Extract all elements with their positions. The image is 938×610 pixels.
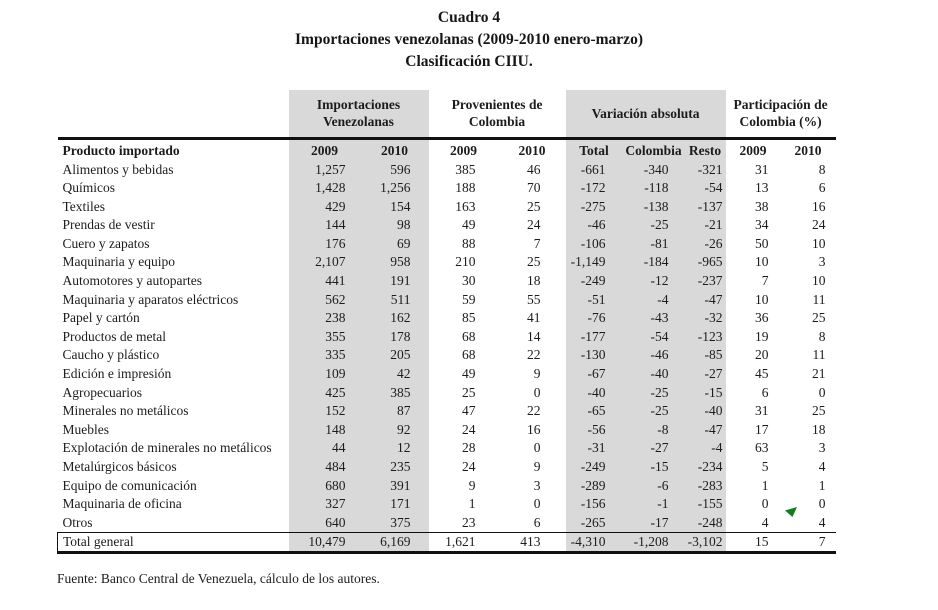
- total-value-cell: 413: [499, 533, 566, 553]
- value-cell: 425: [289, 384, 361, 403]
- table-row: [58, 235, 836, 254]
- value-cell: 98: [361, 216, 429, 235]
- value-cell: 176: [289, 235, 361, 254]
- value-cell: -8: [623, 421, 685, 440]
- value-cell: 31: [755, 161, 769, 177]
- total-value-cell: 1,621: [429, 533, 499, 553]
- value-cell: 42: [361, 365, 429, 384]
- value-cell: -76: [566, 309, 623, 328]
- product-name-cell: Maquinaria y equipo: [62, 254, 175, 270]
- value-cell: 24: [812, 217, 826, 233]
- total-value-cell: -1,208: [623, 533, 685, 553]
- value-cell: 25: [812, 310, 826, 326]
- col-header-va-colombia: Colombia: [623, 138, 685, 161]
- col-header-product: Producto importado: [62, 142, 180, 158]
- value-cell: 385: [361, 384, 429, 403]
- value-cell: -184: [623, 253, 685, 272]
- value-cell: 562: [289, 291, 361, 310]
- value-cell: 109: [289, 365, 361, 384]
- value-cell: 9: [533, 366, 541, 382]
- value-cell: -46: [566, 216, 623, 235]
- product-name-cell: Agropecuarios: [62, 384, 142, 400]
- value-cell: 5: [761, 459, 769, 474]
- group-header-participacion: Participación de Colombia (%): [726, 90, 836, 138]
- value-cell: 11: [812, 347, 826, 363]
- value-cell: -965: [685, 253, 726, 272]
- value-cell: 68: [462, 347, 476, 363]
- value-cell: 355: [289, 328, 361, 347]
- value-cell: -25: [623, 402, 685, 421]
- table-row: [58, 439, 836, 458]
- value-cell: 28: [462, 440, 476, 456]
- value-cell: 375: [361, 514, 429, 533]
- value-cell: -1,149: [566, 253, 623, 272]
- product-name-cell: Minerales no metálicos: [62, 403, 189, 419]
- total-row: [58, 533, 836, 553]
- source-note: Fuente: Banco Central de Venezuela, cálculo de los autores.: [57, 571, 380, 586]
- table-row: [58, 495, 836, 514]
- col-header-pt-2009: 2009: [739, 142, 767, 158]
- value-cell: 19: [755, 328, 769, 344]
- value-cell: 17: [755, 421, 769, 437]
- value-cell: 6: [818, 180, 826, 196]
- value-cell: -155: [685, 495, 726, 514]
- value-cell: -130: [566, 346, 623, 365]
- value-cell: -43: [623, 309, 685, 328]
- value-cell: -26: [685, 235, 726, 254]
- table-row: [58, 328, 836, 347]
- product-name-cell: Edición e impresión: [62, 366, 172, 382]
- value-cell: 6: [761, 384, 769, 400]
- product-name-cell: Maquinaria de oficina: [62, 496, 182, 512]
- value-cell: -138: [623, 198, 685, 217]
- value-cell: -283: [685, 477, 726, 496]
- value-cell: -15: [685, 384, 726, 403]
- column-header-row: [58, 138, 836, 161]
- table-row: [58, 179, 836, 198]
- product-name-cell: Maquinaria y aparatos eléctricos: [62, 291, 239, 307]
- product-name-cell: Papel y cartón: [62, 310, 140, 326]
- value-cell: -123: [685, 328, 726, 347]
- value-cell: -249: [566, 458, 623, 477]
- value-cell: 680: [289, 477, 361, 496]
- value-cell: 178: [361, 328, 429, 347]
- table-row: [58, 514, 836, 533]
- col-header-pc-2009: 2009: [450, 142, 478, 158]
- group-header-variacion: Variación absoluta: [566, 90, 726, 138]
- product-name-cell: Caucho y plástico: [62, 347, 160, 363]
- table-row: [58, 272, 836, 291]
- value-cell: -56: [566, 421, 623, 440]
- value-cell: 70: [527, 180, 541, 196]
- total-value-cell: -3,102: [685, 533, 726, 553]
- col-header-va-resto: Resto: [685, 138, 726, 161]
- value-cell: -85: [685, 346, 726, 365]
- product-name-cell: Textiles: [62, 198, 106, 214]
- value-cell: 25: [462, 384, 476, 400]
- value-cell: -4: [623, 291, 685, 310]
- value-cell: -25: [623, 216, 685, 235]
- value-cell: 171: [361, 495, 429, 514]
- value-cell: -81: [623, 235, 685, 254]
- product-name-cell: Químicos: [62, 180, 115, 196]
- table-number-title: Cuadro 4: [437, 9, 501, 26]
- value-cell: 18: [527, 273, 541, 289]
- value-cell: -289: [566, 477, 623, 496]
- value-cell: 238: [289, 309, 361, 328]
- value-cell: -40: [623, 365, 685, 384]
- col-header-pt-2010: 2010: [794, 142, 822, 158]
- col-header-iv-2009: 2009: [289, 138, 361, 161]
- value-cell: 162: [361, 309, 429, 328]
- table-row: [58, 216, 836, 235]
- value-cell: 335: [289, 346, 361, 365]
- value-cell: -15: [623, 458, 685, 477]
- value-cell: 87: [361, 402, 429, 421]
- value-cell: 12: [361, 439, 429, 458]
- value-cell: 24: [462, 421, 476, 437]
- value-cell: 429: [289, 198, 361, 217]
- value-cell: 49: [462, 217, 476, 233]
- value-cell: 596: [361, 161, 429, 180]
- value-cell: 16: [527, 421, 541, 437]
- value-cell: 31: [755, 403, 769, 419]
- value-cell: -67: [566, 365, 623, 384]
- value-cell: -65: [566, 402, 623, 421]
- value-cell: -54: [685, 179, 726, 198]
- total-value-cell: -4,310: [566, 533, 623, 553]
- table-row: [58, 477, 836, 496]
- total-value-cell: 6,169: [361, 533, 429, 553]
- table-title-block: [0, 7, 938, 73]
- value-cell: 92: [361, 421, 429, 440]
- value-cell: 9: [468, 477, 476, 493]
- value-cell: -248: [685, 514, 726, 533]
- value-cell: -321: [685, 161, 726, 180]
- value-cell: -40: [566, 384, 623, 403]
- value-cell: 68: [462, 328, 476, 344]
- value-cell: 0: [533, 440, 541, 456]
- value-cell: -40: [685, 402, 726, 421]
- value-cell: 210: [455, 254, 476, 270]
- value-cell: 8: [818, 328, 826, 344]
- value-cell: 958: [361, 253, 429, 272]
- value-cell: -21: [685, 216, 726, 235]
- value-cell: 30: [462, 273, 476, 289]
- value-cell: 154: [361, 198, 429, 217]
- product-name-cell: Automotores y autopartes: [62, 273, 202, 289]
- total-row-label: Total general: [58, 533, 289, 553]
- value-cell: 7: [533, 235, 541, 251]
- value-cell: 188: [455, 180, 476, 196]
- table-row: [58, 161, 836, 180]
- value-cell: 0: [818, 384, 826, 400]
- col-header-pc-2010: 2010: [518, 142, 546, 158]
- value-cell: 205: [361, 346, 429, 365]
- value-cell: -237: [685, 272, 726, 291]
- value-cell: -6: [623, 477, 685, 496]
- value-cell: 327: [289, 495, 361, 514]
- value-cell: -137: [685, 198, 726, 217]
- value-cell: -4: [685, 439, 726, 458]
- value-cell: 14: [527, 328, 541, 344]
- value-cell: 3: [533, 477, 541, 493]
- product-name-cell: Metalúrgicos básicos: [62, 459, 177, 474]
- product-name-cell: Equipo de comunicación: [62, 477, 197, 493]
- value-cell: 0: [818, 496, 826, 512]
- value-cell: -47: [685, 421, 726, 440]
- value-cell: 391: [361, 477, 429, 496]
- value-cell: 47: [462, 403, 476, 419]
- table-row: [58, 253, 836, 272]
- value-cell: 25: [527, 254, 541, 270]
- value-cell: -12: [623, 272, 685, 291]
- value-cell: 3: [818, 254, 826, 270]
- table-row: [58, 346, 836, 365]
- value-cell: 59: [462, 291, 476, 307]
- col-header-iv-2010: 2010: [361, 138, 429, 161]
- value-cell: -31: [566, 439, 623, 458]
- value-cell: 1: [761, 477, 769, 493]
- value-cell: 0: [761, 496, 769, 512]
- value-cell: -32: [685, 309, 726, 328]
- value-cell: -234: [685, 458, 726, 477]
- value-cell: 10: [812, 235, 826, 251]
- product-name-cell: Explotación de minerales no metálicos: [62, 440, 272, 456]
- value-cell: 8: [818, 161, 826, 177]
- value-cell: 9: [533, 459, 541, 474]
- product-name-cell: Muebles: [62, 421, 109, 437]
- value-cell: 22: [527, 403, 541, 419]
- value-cell: 23: [462, 514, 476, 530]
- value-cell: 63: [755, 440, 769, 456]
- table-row: [58, 365, 836, 384]
- value-cell: 69: [361, 235, 429, 254]
- imports-table: [57, 90, 836, 554]
- value-cell: 49: [462, 366, 476, 382]
- value-cell: 7: [761, 273, 769, 289]
- value-cell: 235: [361, 458, 429, 477]
- value-cell: 18: [812, 421, 826, 437]
- value-cell: -54: [623, 328, 685, 347]
- total-value-cell: 10,479: [289, 533, 361, 553]
- value-cell: 1,256: [361, 179, 429, 198]
- value-cell: 1: [468, 496, 476, 512]
- value-cell: -156: [566, 495, 623, 514]
- product-name-cell: Alimentos y bebidas: [62, 161, 174, 177]
- value-cell: -51: [566, 291, 623, 310]
- value-cell: 10: [755, 254, 769, 270]
- value-cell: 1,428: [289, 179, 361, 198]
- product-name-cell: Prendas de vestir: [62, 217, 155, 233]
- value-cell: -17: [623, 514, 685, 533]
- value-cell: -265: [566, 514, 623, 533]
- value-cell: 6: [533, 514, 541, 530]
- value-cell: 16: [812, 198, 826, 214]
- col-header-va-total: Total: [566, 138, 623, 161]
- value-cell: 25: [527, 198, 541, 214]
- table-row: [58, 402, 836, 421]
- product-name-cell: Cuero y zapatos: [62, 235, 150, 251]
- value-cell: 1: [818, 477, 826, 493]
- value-cell: -106: [566, 235, 623, 254]
- value-cell: 144: [289, 216, 361, 235]
- value-cell: 24: [527, 217, 541, 233]
- group-header-empty: [58, 90, 289, 138]
- value-cell: 36: [755, 310, 769, 326]
- table-row: [58, 458, 836, 477]
- value-cell: 24: [462, 459, 476, 474]
- group-header-importaciones: Importaciones Venezolanas: [289, 90, 429, 138]
- value-cell: 20: [755, 347, 769, 363]
- value-cell: 88: [462, 235, 476, 251]
- value-cell: -47: [685, 291, 726, 310]
- value-cell: 640: [289, 514, 361, 533]
- value-cell: 34: [755, 217, 769, 233]
- table-body: [58, 161, 836, 533]
- value-cell: 163: [455, 198, 476, 214]
- table-row: [58, 421, 836, 440]
- value-cell: 385: [455, 161, 476, 177]
- value-cell: 10: [755, 291, 769, 307]
- value-cell: 4: [761, 514, 769, 530]
- value-cell: 484: [289, 458, 361, 477]
- value-cell: -172: [566, 179, 623, 198]
- product-name-cell: Otros: [62, 514, 93, 530]
- value-cell: 152: [289, 402, 361, 421]
- value-cell: 21: [812, 366, 826, 382]
- value-cell: 148: [289, 421, 361, 440]
- value-cell: 2,107: [289, 253, 361, 272]
- table-row: [58, 384, 836, 403]
- value-cell: 0: [533, 384, 541, 400]
- value-cell: -27: [685, 365, 726, 384]
- value-cell: 10: [812, 273, 826, 289]
- value-cell: 191: [361, 272, 429, 291]
- value-cell: 50: [755, 235, 769, 251]
- group-header-provenientes: Provenientes de Colombia: [429, 90, 566, 138]
- value-cell: 4: [818, 514, 826, 530]
- group-header-row: [58, 90, 836, 138]
- value-cell: 3: [818, 440, 826, 456]
- value-cell: 38: [755, 198, 769, 214]
- value-cell: 0: [533, 496, 541, 512]
- table-row: [58, 291, 836, 310]
- value-cell: -118: [623, 179, 685, 198]
- value-cell: -177: [566, 328, 623, 347]
- value-cell: 41: [527, 310, 541, 326]
- value-cell: 44: [289, 439, 361, 458]
- value-cell: 55: [527, 291, 541, 307]
- product-name-cell: Productos de metal: [62, 328, 166, 344]
- value-cell: -1: [623, 495, 685, 514]
- value-cell: 11: [812, 291, 826, 307]
- value-cell: -25: [623, 384, 685, 403]
- table-row: [58, 309, 836, 328]
- value-cell: 25: [812, 403, 826, 419]
- total-value-cell: 15: [726, 533, 781, 553]
- table-subtitle: Importaciones venezolanas (2009-2010 enero-marzo): [295, 31, 643, 48]
- value-cell: 1,257: [289, 161, 361, 180]
- value-cell: -249: [566, 272, 623, 291]
- value-cell: -661: [566, 161, 623, 180]
- value-cell: 511: [361, 291, 429, 310]
- value-cell: 85: [462, 310, 476, 326]
- total-value-cell: 7: [781, 533, 836, 553]
- value-cell: -340: [623, 161, 685, 180]
- value-cell: 441: [289, 272, 361, 291]
- value-cell: 13: [755, 180, 769, 196]
- value-cell: -46: [623, 346, 685, 365]
- value-cell: 22: [527, 347, 541, 363]
- value-cell: -27: [623, 439, 685, 458]
- table-classification-title: Clasificación CIIU.: [405, 53, 533, 70]
- value-cell: -275: [566, 198, 623, 217]
- value-cell: 45: [755, 366, 769, 382]
- value-cell: 4: [818, 459, 826, 474]
- table-row: [58, 198, 836, 217]
- value-cell: 46: [527, 161, 541, 177]
